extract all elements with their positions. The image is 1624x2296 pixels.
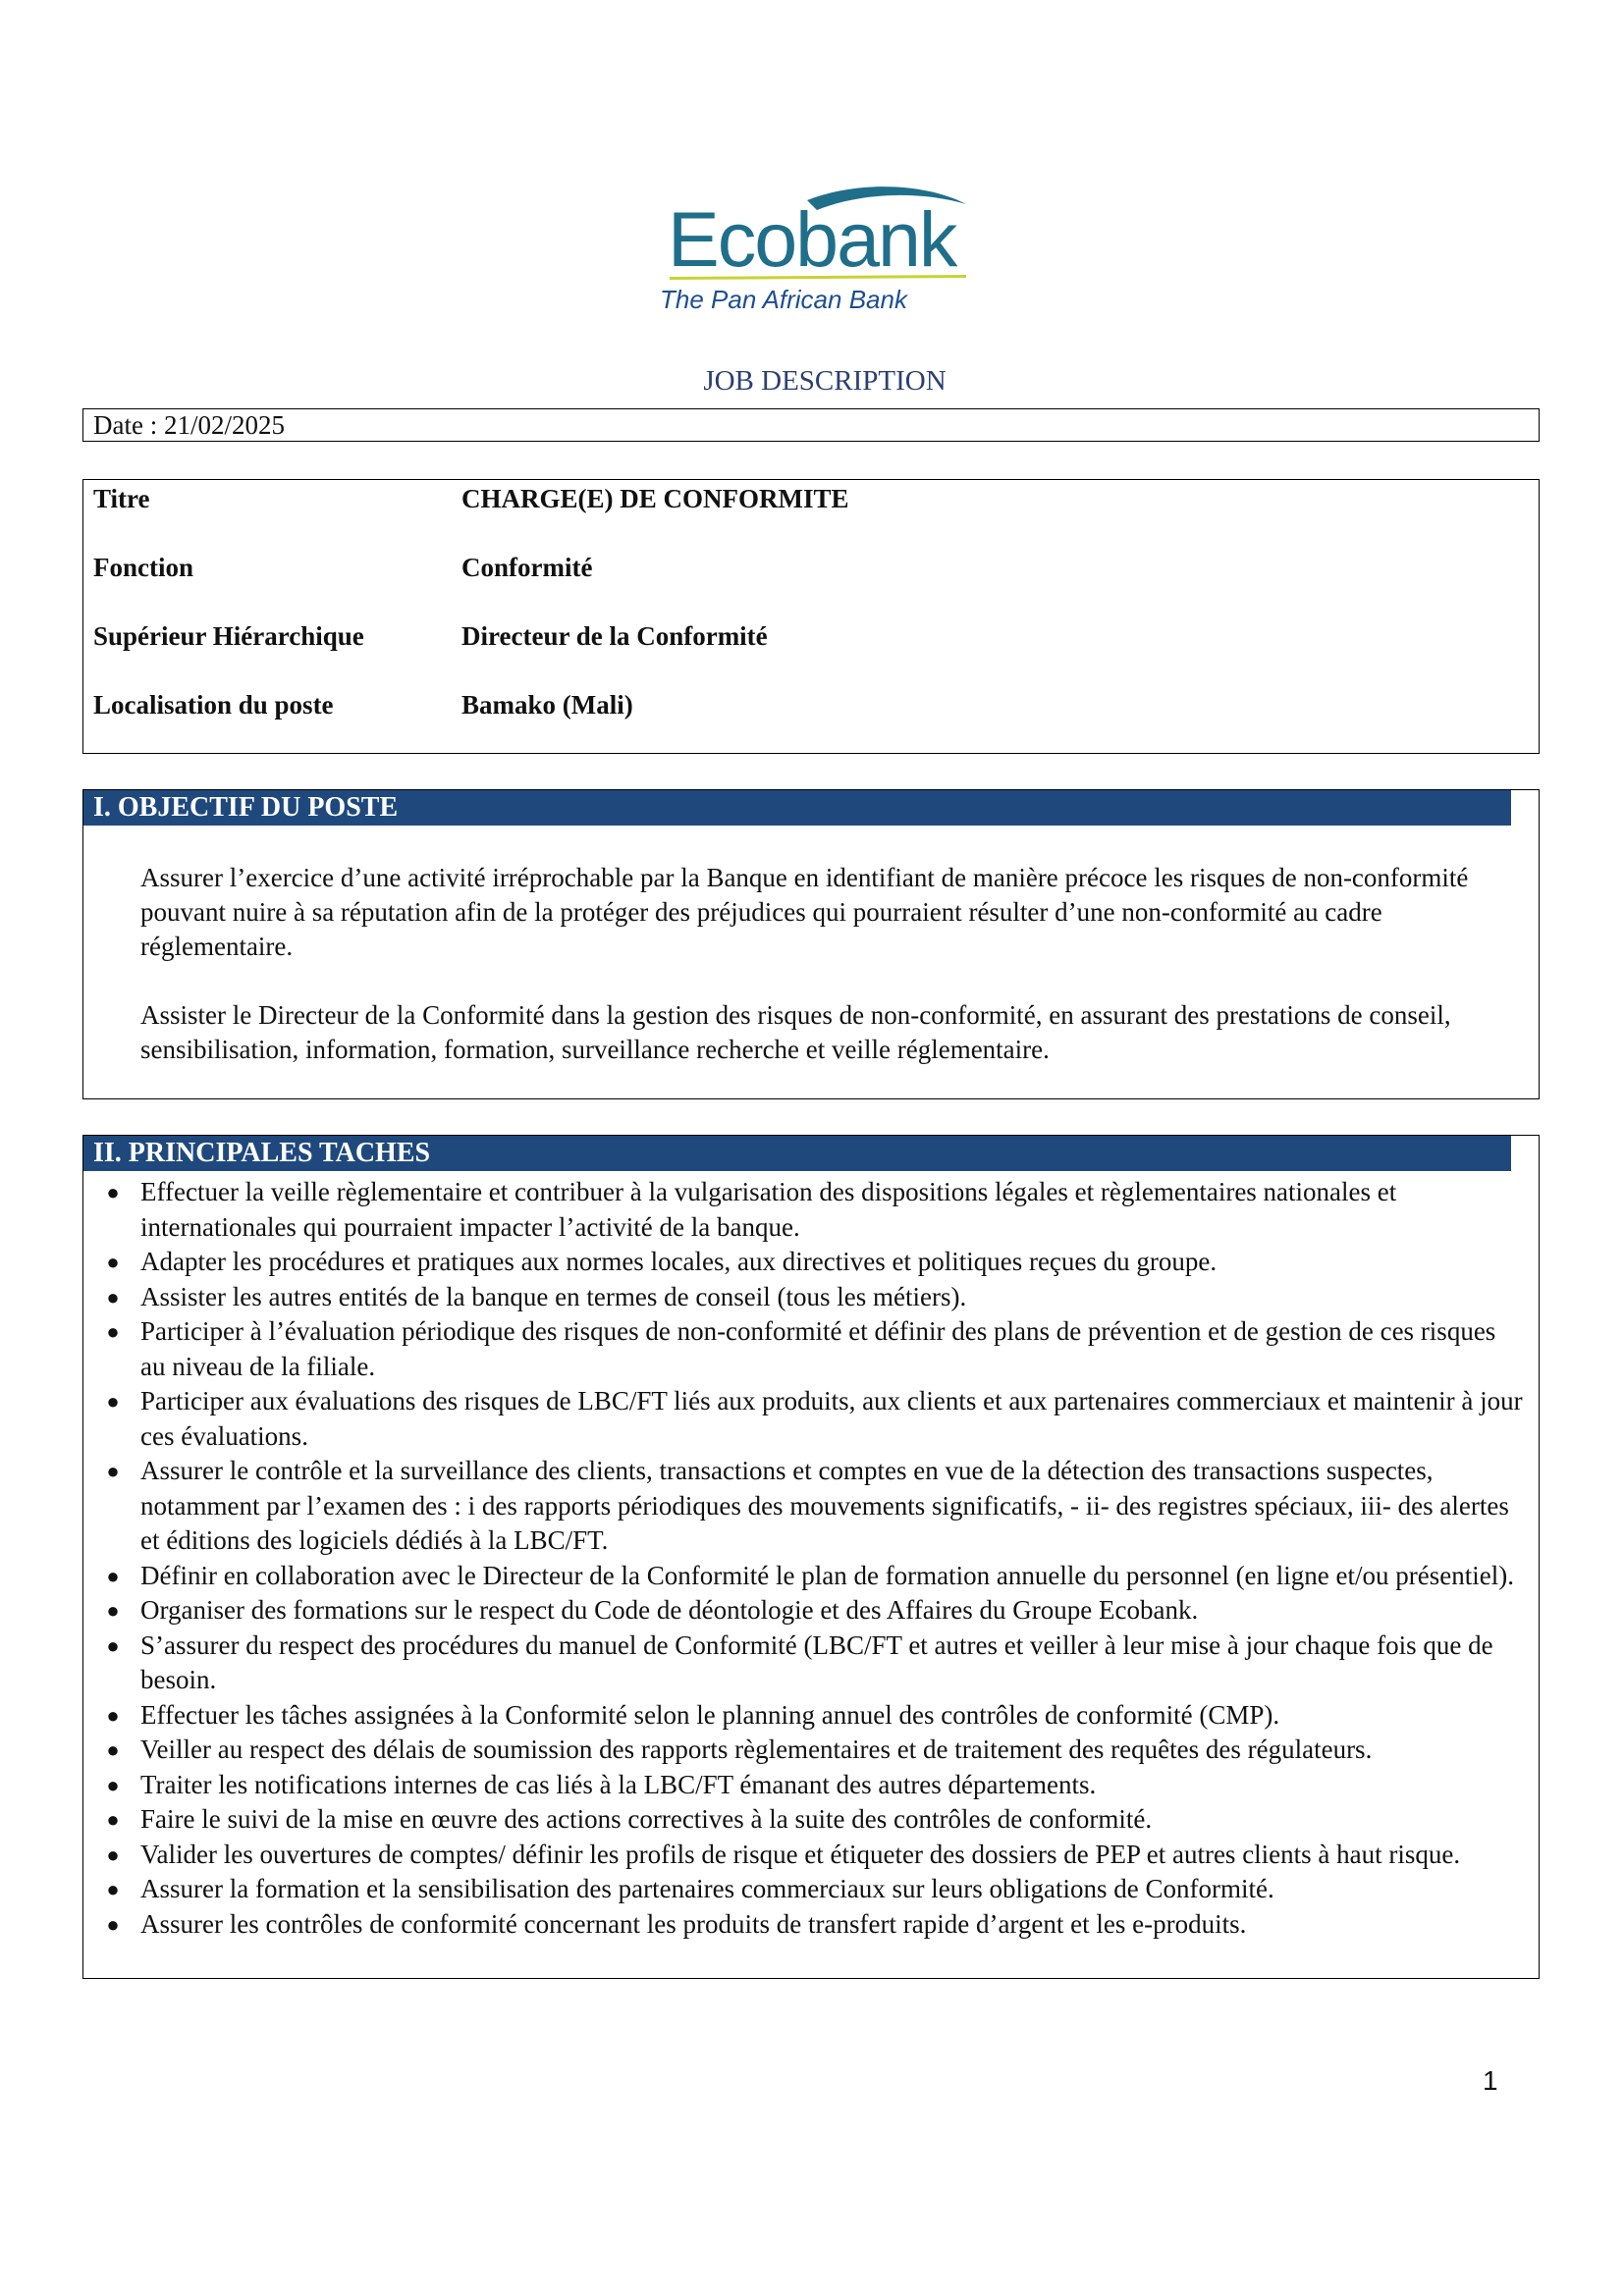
list-item [83, 1629, 1539, 1698]
list-item [83, 1768, 1539, 1803]
list-item [83, 1280, 1539, 1315]
list-item [83, 1384, 1539, 1454]
info-label: Fonction [93, 553, 194, 582]
info-label: Supérieur Hiérarchique [93, 621, 364, 651]
list-item [83, 1314, 1539, 1384]
list-item [83, 1872, 1539, 1907]
section-objective [82, 789, 1540, 1099]
section-heading: II. PRINCIPALES TACHES [83, 1136, 1511, 1171]
list-item [83, 1907, 1539, 1943]
info-label: Titre [93, 484, 150, 513]
list-item-text: Définir en collaboration avec le Directeur de la Conformité le plan de formation annuelle du personnel (en ligne et/ou présentiel). [140, 1560, 1514, 1590]
paragraph: Assurer l’exercice d’une activité irréprochable par la Banque en identifiant de manière précoce les risques de non-conformité pouvant nuire à sa réputation afin de la protéger des préjudices qui pourraient résulter d’une non-conformité au cadre réglementaire. [140, 863, 1469, 961]
list-item [83, 1802, 1539, 1838]
bullet-icon: ● [106, 1911, 120, 1937]
list-item-text: Effectuer la veille règlementaire et contribuer à la vulgarisation des dispositions légales et règlementaires nationales et internationales qui pourraient impacter l’activité de la banque. [140, 1177, 1397, 1242]
ecobank-logo [660, 183, 974, 315]
list-item-text: Veiller au respect des délais de soumission des rapports règlementaires et de traitement des requêtes des régulateurs. [140, 1735, 1373, 1764]
task-list [83, 1175, 1539, 1942]
info-value: Bamako (Mali) [461, 690, 633, 720]
list-item [83, 1245, 1539, 1280]
list-item-text: Participer aux évaluations des risques de LBC/FT liés aux produits, aux clients et aux partenaires commerciaux et maintenir à jour ces évaluations. [140, 1386, 1523, 1451]
list-item [83, 1733, 1539, 1768]
bullet-icon: ● [106, 1319, 120, 1344]
bullet-icon: ● [106, 1632, 120, 1658]
list-item [83, 1175, 1539, 1245]
list-item-text: S’assurer du respect des procédures du manuel de Conformité (LBC/FT et autres et veiller à leur mise à jour chaque fois que de besoin. [140, 1629, 1493, 1694]
section-tasks [82, 1135, 1540, 1979]
document-title [0, 365, 1624, 398]
bullet-icon: ● [106, 1877, 120, 1901]
document-title-text: JOB DESCRIPTION [703, 365, 947, 397]
bullet-icon: ● [106, 1598, 120, 1623]
paragraph: Assister le Directeur de la Conformité dans la gestion des risques de non-conformité, en assurant des prestations de conseil, sensibilisation, information, formation, surveillance recherche et veille réglementaire. [140, 1000, 1451, 1064]
info-value: Directeur de la Conformité [461, 621, 768, 651]
logo-brand-text: Ecobank [668, 195, 956, 283]
list-item-text: Faire le suivi de la mise en œuvre des actions correctives à la suite des contrôles de conformité. [140, 1804, 1153, 1834]
list-item-text: Effectuer les tâches assignées à la Conformité selon le planning annuel des contrôles de conformité (CMP). [140, 1699, 1280, 1730]
list-item [83, 1838, 1539, 1873]
bullet-icon: ● [106, 1842, 120, 1867]
job-info-box [82, 479, 1540, 754]
bullet-icon: ● [106, 1459, 120, 1483]
info-label: Localisation du poste [93, 690, 334, 720]
bullet-icon: ● [106, 1702, 120, 1728]
list-item-text: Valider les ouvertures de comptes/ définir les profils de risque et étiqueter des dossiers de PEP et autres clients à haut risque. [140, 1839, 1461, 1869]
bullet-icon: ● [106, 1807, 120, 1832]
bullet-icon: ● [106, 1180, 120, 1204]
bullet-icon: ● [106, 1737, 120, 1762]
bullet-icon: ● [106, 1389, 120, 1414]
list-item-text: Participer à l’évaluation périodique des risques de non-conformité et définir des plans de prévention et de gestion de ces risques au niveau de la filiale. [140, 1316, 1496, 1381]
list-item-text: Organiser des formations sur le respect du Code de déontologie et des Affaires du Groupe Ecobank. [140, 1595, 1199, 1625]
bullet-icon: ● [106, 1250, 120, 1274]
list-item-text: Assurer le contrôle et la surveillance des clients, transactions et comptes en vue de la détection des transactions suspectes, notamment par l’examen des : i des rapports périodiques des mouvements significatifs, - ii- des registres spéciaux, iii- des alertes et éditions des logiciels dédiés à la LBC/FT. [140, 1456, 1509, 1555]
list-item [83, 1559, 1539, 1594]
list-item-text: Traiter les notifications internes de cas liés à la LBC/FT émanant des autres départements. [140, 1769, 1097, 1799]
info-value: CHARGE(E) DE CONFORMITE [461, 484, 849, 513]
date-field: Date : 21/02/2025 [82, 408, 1540, 442]
bullet-icon: ● [106, 1284, 120, 1309]
logo-tagline: The Pan African Bank [660, 285, 907, 314]
list-item [83, 1593, 1539, 1629]
bullet-icon: ● [106, 1772, 120, 1797]
list-item-text: Assurer la formation et la sensibilisation des partenaires commerciaux sur leurs obligations de Conformité. [140, 1874, 1274, 1903]
list-item-text: Adapter les procédures et pratiques aux normes locales, aux directives et politiques reçues du groupe. [140, 1247, 1218, 1276]
section-heading: I. OBJECTIF DU POSTE [83, 790, 1511, 826]
list-item-text: Assister les autres entités de la banque en termes de conseil (tous les métiers). [140, 1281, 967, 1311]
list-item [83, 1698, 1539, 1734]
bullet-icon: ● [106, 1563, 120, 1588]
list-item-text: Assurer les contrôles de conformité concernant les produits de transfert rapide d’argent et les e-produits. [140, 1908, 1247, 1939]
info-value: Conformité [461, 553, 593, 582]
list-item [83, 1454, 1539, 1559]
page-number: 1 [1483, 2065, 1498, 2096]
